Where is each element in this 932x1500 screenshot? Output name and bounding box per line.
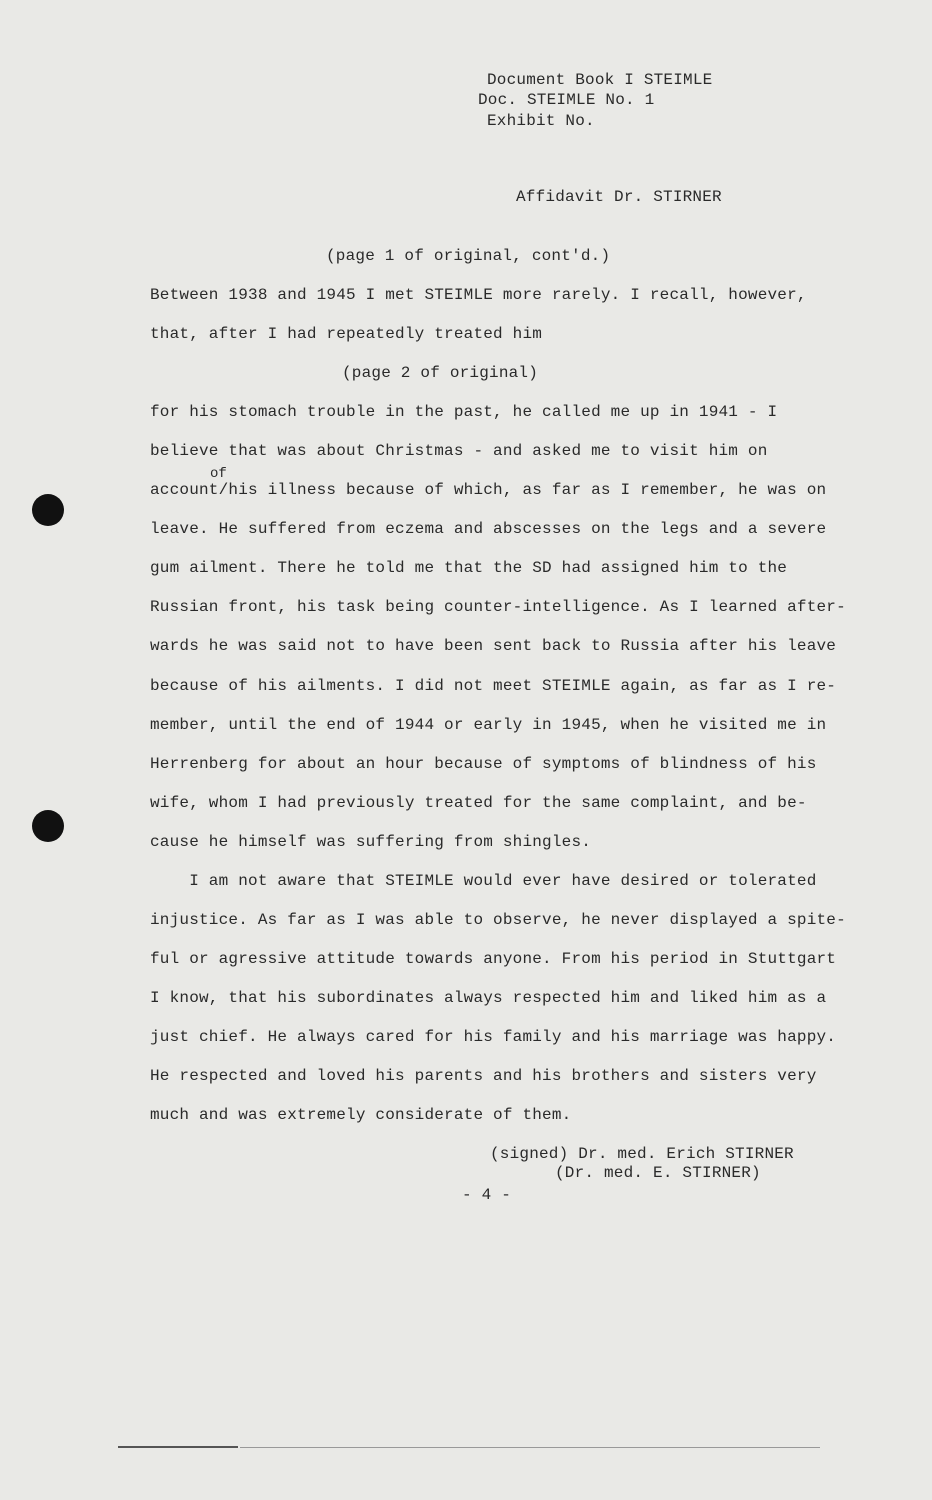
- header-document-book: Document Book I STEIMLE: [487, 71, 713, 89]
- bottom-rule: [118, 1446, 238, 1448]
- body-line: member, until the end of 1944 or early in 1945, when he visited me in: [150, 716, 827, 734]
- document-title: Affidavit Dr. STIRNER: [516, 188, 722, 206]
- body-line: injustice. As far as I was able to observe, he never displayed a spite-: [150, 911, 846, 929]
- punch-hole: [32, 494, 64, 526]
- body-line: Between 1938 and 1945 I met STEIMLE more rarely. I recall, however,: [150, 286, 807, 304]
- body-line: ful or agressive attitude towards anyone. From his period in Stuttgart: [150, 950, 837, 968]
- page-note-original-2: (page 2 of original): [342, 364, 539, 382]
- body-line: just chief. He always cared for his family and his marriage was happy.: [150, 1028, 837, 1046]
- body-line: cause he himself was suffering from shingles.: [150, 833, 592, 851]
- inserted-word: of: [210, 466, 227, 482]
- body-line: I am not aware that STEIMLE would ever have desired or tolerated: [150, 872, 817, 890]
- body-line: that, after I had repeatedly treated him: [150, 325, 543, 343]
- page-note-original-1: (page 1 of original, cont'd.): [326, 247, 611, 265]
- body-line: gum ailment. There he told me that the SD had assigned him to the: [150, 559, 788, 577]
- body-line: believe that was about Christmas - and asked me to visit him on: [150, 442, 768, 460]
- body-line: He respected and loved his parents and his brothers and sisters very: [150, 1067, 817, 1085]
- signature-line: (signed) Dr. med. Erich STIRNER: [490, 1145, 794, 1163]
- body-line: leave. He suffered from eczema and abscesses on the legs and a severe: [150, 520, 827, 538]
- punch-hole: [32, 810, 64, 842]
- body-line: account/his illness because of which, as far as I remember, he was on: [150, 481, 827, 499]
- body-line: much and was extremely considerate of them.: [150, 1106, 572, 1124]
- body-line: wife, whom I had previously treated for the same complaint, and be-: [150, 794, 807, 812]
- body-line: wards he was said not to have been sent back to Russia after his leave: [150, 637, 837, 655]
- header-exhibit: Exhibit No.: [487, 112, 595, 130]
- page-number: - 4 -: [462, 1186, 512, 1204]
- bottom-rule-faint: [240, 1447, 820, 1448]
- signature-typed-name: (Dr. med. E. STIRNER): [555, 1164, 761, 1182]
- body-line: for his stomach trouble in the past, he called me up in 1941 - I: [150, 403, 778, 421]
- body-line: Herrenberg for about an hour because of symptoms of blindness of his: [150, 755, 817, 773]
- body-line: because of his ailments. I did not meet STEIMLE again, as far as I re-: [150, 677, 837, 695]
- header-doc-number: Doc. STEIMLE No. 1: [478, 91, 655, 109]
- body-line: Russian front, his task being counter-intelligence. As I learned after-: [150, 598, 846, 616]
- body-line: I know, that his subordinates always respected him and liked him as a: [150, 989, 827, 1007]
